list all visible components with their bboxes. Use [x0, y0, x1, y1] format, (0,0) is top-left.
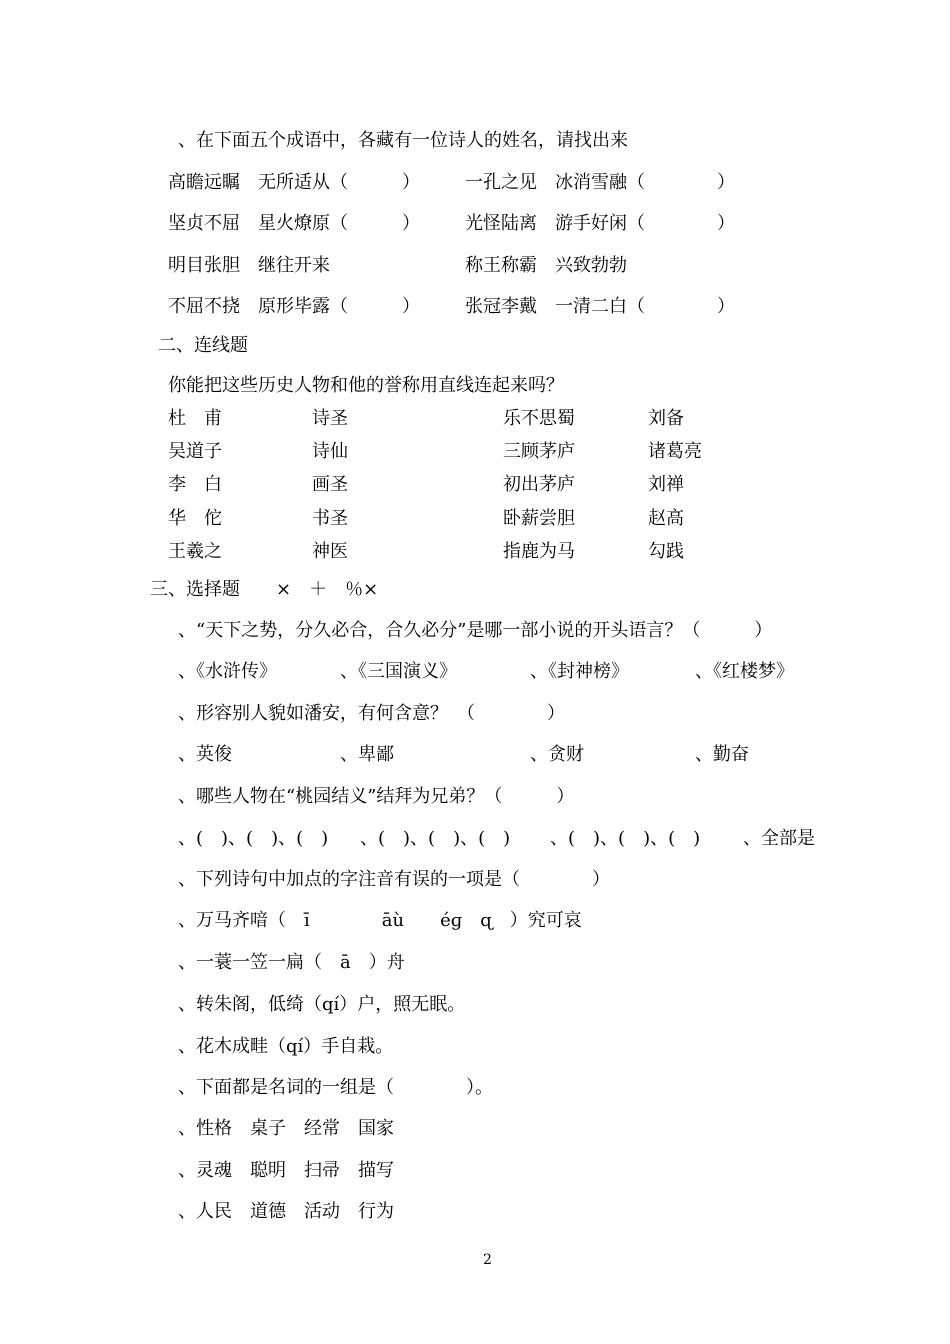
section1-intro: 、在下面五个成语中，各藏有一位诗人的姓名，请找出来: [178, 130, 628, 151]
q4-option-d: 、花木成畦（qí）手自栽。: [178, 1036, 394, 1057]
match-person: 华 佗: [168, 508, 222, 529]
match-idiom: 乐不思蜀: [503, 408, 575, 429]
match-figure: 赵高: [648, 508, 684, 529]
match-idiom: 三顾茅庐: [503, 441, 575, 462]
idiom-row-3-right: 称王称霸 兴致勃勃: [465, 255, 627, 276]
idiom-row-1-left: 高瞻远瞩 无所适从（ ）: [168, 172, 420, 193]
section2-heading: 二、连线题: [158, 335, 248, 356]
q2-option-d: 、勤奋: [695, 744, 749, 765]
question-2: 、形容别人貌如潘安，有何含意？ （ ）: [178, 703, 565, 724]
q5-option-b: 、灵魂 聪明 扫帚 描写: [178, 1160, 394, 1181]
page-number: 2: [483, 1252, 492, 1268]
match-person: 李 白: [168, 474, 222, 495]
q2-option-c: 、贪财: [530, 744, 584, 765]
question-5: 、下面都是名词的一组是（ ）。: [178, 1077, 493, 1098]
match-idiom: 卧薪尝胆: [503, 508, 575, 529]
q5-option-c: 、人民 道德 活动 行为: [178, 1201, 394, 1222]
q5-option-a: 、性格 桌子 经常 国家: [178, 1118, 394, 1139]
question-4: 、下列诗句中加点的字注音有误的一项是（ ）: [178, 869, 610, 890]
idiom-row-2-left: 坚贞不屈 星火燎原（ ）: [168, 213, 420, 234]
match-title: 书圣: [312, 508, 348, 529]
match-title: 画圣: [312, 474, 348, 495]
match-idiom: 初出茅庐: [503, 474, 575, 495]
match-title: 诗圣: [312, 408, 348, 429]
idiom-row-4-right: 张冠李戴 一清二白（ ）: [465, 296, 735, 317]
idiom-row-3-left: 明目张胆 继往开来: [168, 255, 330, 276]
match-person: 杜 甫: [168, 408, 222, 429]
q2-option-b: 、卑鄙: [340, 744, 394, 765]
q3-option-b: 、( )、( )、( ): [360, 828, 511, 849]
match-title: 诗仙: [312, 441, 348, 462]
q3-option-d: 、全部是: [743, 828, 815, 849]
match-figure: 刘禅: [648, 474, 684, 495]
q4-option-c: 、转朱阁，低绮（qí）户，照无眠。: [178, 994, 466, 1015]
match-figure: 刘备: [648, 408, 684, 429]
q1-option-d: 、《红楼梦》: [695, 661, 794, 682]
match-figure: 勾践: [648, 541, 684, 562]
match-title: 神医: [312, 541, 348, 562]
match-person: 吴道子: [168, 441, 222, 462]
section3-heading: 三、选择题 × ＋ ％×: [150, 579, 379, 600]
section2-prompt: 你能把这些历史人物和他的誉称用直线连起来吗？: [168, 375, 564, 396]
match-figure: 诸葛亮: [648, 441, 702, 462]
q2-option-a: 、英俊: [178, 744, 232, 765]
q1-option-a: 、《水浒传》: [178, 661, 277, 682]
q3-option-c: 、( )、( )、( ): [550, 828, 701, 849]
q1-option-b: 、《三国演义》: [340, 661, 457, 682]
match-person: 王羲之: [168, 541, 222, 562]
idiom-row-4-left: 不屈不挠 原形毕露（ ）: [168, 296, 420, 317]
match-idiom: 指鹿为马: [503, 541, 575, 562]
q1-option-c: 、《封神榜》: [530, 661, 629, 682]
question-1: 、“天下之势，分久必合，合久必分”是哪一部小说的开头语言？（ ）: [178, 620, 773, 641]
question-3: 、哪些人物在“桃园结义”结拜为兄弟？（ ）: [178, 786, 575, 807]
idiom-row-1-right: 一孔之见 冰消雪融（ ）: [465, 172, 735, 193]
q4-option-b: 、一蓑一笠一扁（ ā ）舟: [178, 952, 405, 973]
q3-option-a: 、( )、( )、( ): [178, 828, 329, 849]
idiom-row-2-right: 光怪陆离 游手好闲（ ）: [465, 213, 735, 234]
q4-option-a: 、万马齐喑（ ī āù éɡ ɋ ）究可哀: [178, 910, 582, 931]
